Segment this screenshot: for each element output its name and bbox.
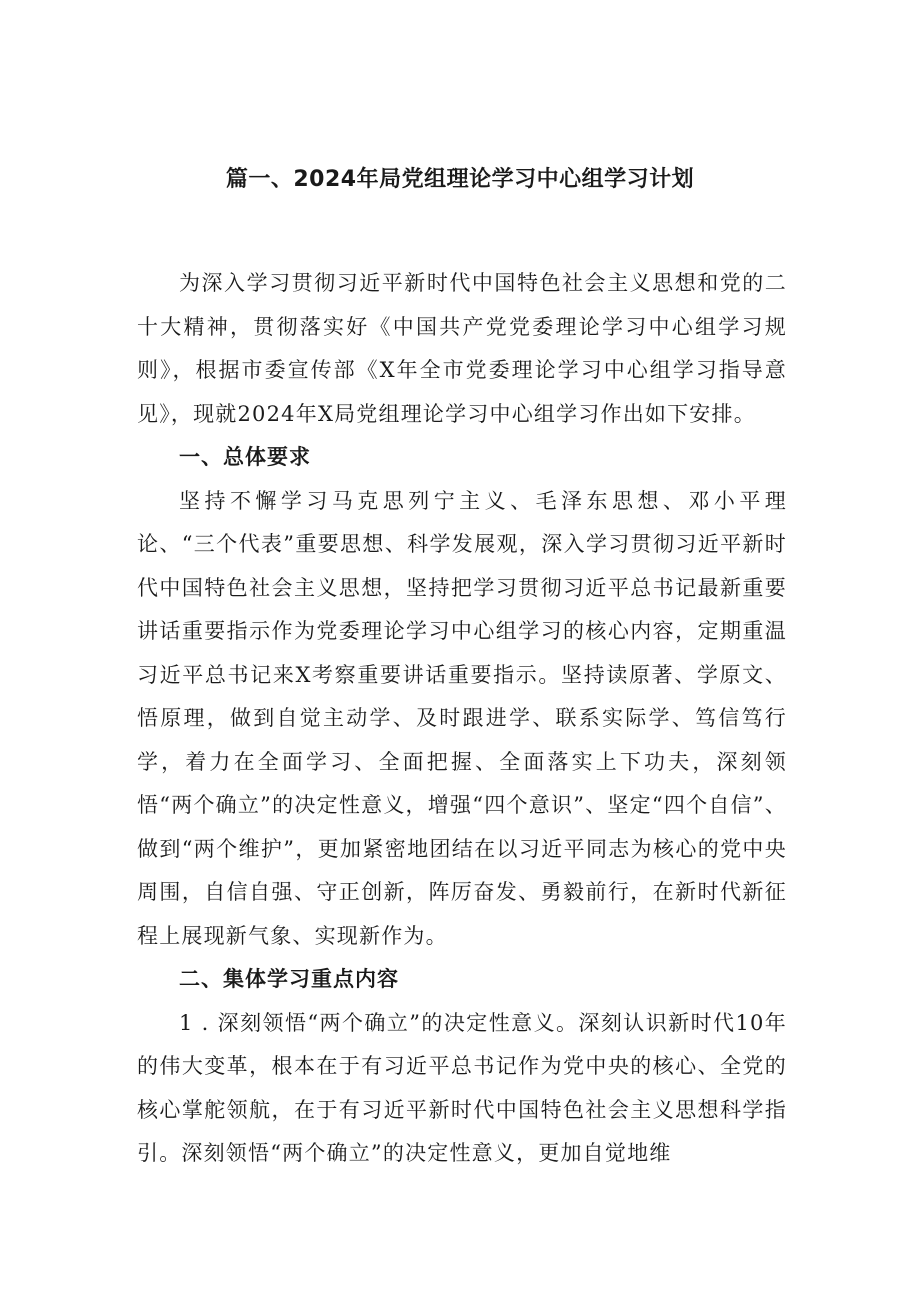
section-heading-overall-requirements: 一、总体要求 xyxy=(179,445,311,469)
document-body xyxy=(137,262,787,1176)
document-title: 篇一、2024年局党组理论学习中心组学习计划 xyxy=(225,167,695,192)
section-heading-collective-study: 二、集体学习重点内容 xyxy=(179,967,399,991)
section-paragraph-collective-study: 1 . 深刻领悟“两个确立”的决定性意义。深刻认识新时代10年的伟大变革，根本在于有习近平总书记作为党中央的核心、全党的核心掌舵领航，在于有习近平新时代中国特色社会主义思想科学指引。深刻领悟“两个确立”的决定性意义，更加自觉地维 xyxy=(137,1010,787,1165)
section-paragraph-overall-requirements: 坚持不懈学习马克思列宁主义、毛泽东思想、邓小平理论、“三个代表”重要思想、科学发展观，深入学习贯彻习近平新时代中国特色社会主义思想，坚持把学习贯彻习近平总书记最新重要讲话重要指示作为党委理论学习中心组学习的核心内容，定期重温习近平总书记来X考察重要讲话重要指示。坚持读原著、学原文、悟原理，做到自觉主动学、及时跟进学、联系实际学、笃信笃行学，着力在全面学习、全面把握、全面落实上下功夫，深刻领悟“两个确立”的决定性意义，增强“四个意识”、坚定“四个自信”、做到“两个维护”，更加紧密地团结在以习近平同志为核心的党中央周围，自信自强、守正创新，阵厉奋发、勇毅前行，在新时代新征程上展现新气象、实现新作为。 xyxy=(137,488,787,948)
intro-paragraph: 为深入学习贯彻习近平新时代中国特色社会主义思想和党的二十大精神，贯彻落实好《中国共产党党委理论学习中心组学习规则》，根据市委宣传部《X年全市党委理论学习中心组学习指导意见》，现就2024年X局党组理论学习中心组学习作出如下安排。 xyxy=(137,271,787,426)
